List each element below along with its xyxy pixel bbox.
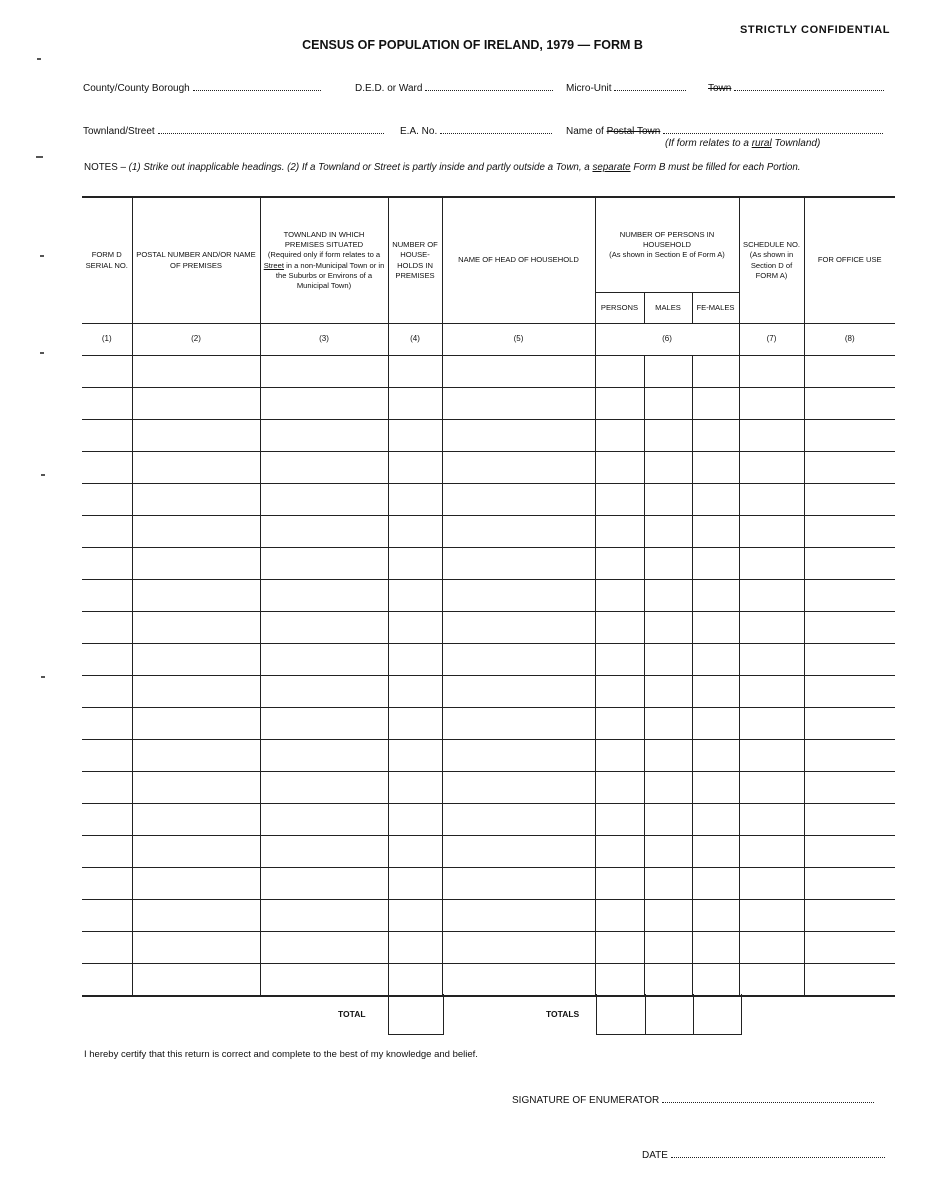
table-cell[interactable] (442, 388, 595, 420)
col-number-2: (2) (132, 324, 260, 356)
table-cell[interactable] (739, 612, 804, 644)
table-cell[interactable] (388, 644, 442, 676)
signature-field[interactable] (512, 1093, 874, 1106)
table-cell[interactable] (132, 932, 260, 964)
table-cell[interactable] (595, 548, 644, 580)
table-cell[interactable] (804, 644, 895, 676)
table-cell[interactable] (595, 420, 644, 452)
table-cell[interactable] (388, 740, 442, 772)
table-cell[interactable] (388, 836, 442, 868)
col-number-8: (8) (804, 324, 895, 356)
total-persons-box[interactable] (596, 994, 646, 1035)
col-header-postal: POSTAL NUMBER AND/OR NAME OF PREMISES (132, 197, 260, 324)
table-cell[interactable] (692, 900, 739, 932)
table-cell[interactable] (260, 900, 388, 932)
table-cell[interactable] (739, 452, 804, 484)
table-cell[interactable] (388, 804, 442, 836)
table-cell[interactable] (692, 740, 739, 772)
table-row (82, 452, 895, 484)
table-cell[interactable] (132, 804, 260, 836)
table-cell[interactable] (260, 836, 388, 868)
table-cell[interactable] (132, 868, 260, 900)
scan-mark (41, 474, 45, 476)
table-cell[interactable] (82, 612, 132, 644)
table-cell[interactable] (692, 452, 739, 484)
table-cell[interactable] (739, 868, 804, 900)
table-cell[interactable] (595, 932, 644, 964)
table-cell[interactable] (132, 516, 260, 548)
table-row (82, 356, 895, 388)
table-cell[interactable] (260, 580, 388, 612)
table-cell[interactable] (442, 452, 595, 484)
table-row (82, 548, 895, 580)
table-cell[interactable] (804, 452, 895, 484)
table-cell[interactable] (82, 388, 132, 420)
sub-header-females: FE-MALES (692, 292, 739, 323)
table-row (82, 676, 895, 708)
table-cell[interactable] (692, 644, 739, 676)
table-cell[interactable] (132, 772, 260, 804)
table-cell[interactable] (804, 516, 895, 548)
table-cell[interactable] (692, 580, 739, 612)
table-cell[interactable] (804, 868, 895, 900)
table-cell[interactable] (260, 708, 388, 740)
table-cell[interactable] (644, 740, 692, 772)
table-cell[interactable] (82, 772, 132, 804)
table-cell[interactable] (644, 708, 692, 740)
table-cell[interactable] (260, 772, 388, 804)
table-cell[interactable] (595, 836, 644, 868)
postal-town-label: Postal Town (606, 126, 661, 137)
table-row (82, 836, 895, 868)
table-cell[interactable] (644, 964, 692, 997)
table-cell[interactable] (595, 772, 644, 804)
table-row (82, 420, 895, 452)
table-cell[interactable] (804, 772, 895, 804)
col-header-serial: FORM D SERIAL NO. (82, 197, 132, 324)
table-cell[interactable] (132, 740, 260, 772)
table-cell[interactable] (388, 548, 442, 580)
table-cell[interactable] (82, 868, 132, 900)
table-cell[interactable] (739, 516, 804, 548)
total-households-box[interactable] (388, 994, 444, 1035)
table-cell[interactable] (82, 708, 132, 740)
table-cell[interactable] (132, 484, 260, 516)
table-cell[interactable] (739, 484, 804, 516)
table-cell[interactable] (804, 420, 895, 452)
table-cell[interactable] (82, 804, 132, 836)
date-label: DATE (642, 1150, 668, 1161)
table-cell[interactable] (388, 900, 442, 932)
table-cell[interactable] (644, 612, 692, 644)
ded-field[interactable] (355, 81, 553, 94)
table-cell[interactable] (442, 804, 595, 836)
table-cell[interactable] (260, 420, 388, 452)
table-cell[interactable] (442, 740, 595, 772)
townland-field[interactable] (83, 124, 384, 137)
col-header-head: NAME OF HEAD OF HOUSEHOLD (442, 197, 595, 324)
table-cell[interactable] (442, 420, 595, 452)
table-cell[interactable] (388, 356, 442, 388)
table-cell[interactable] (388, 484, 442, 516)
table-cell[interactable] (388, 772, 442, 804)
table-cell[interactable] (804, 708, 895, 740)
table-cell[interactable] (442, 484, 595, 516)
table-cell[interactable] (644, 484, 692, 516)
table-cell[interactable] (442, 772, 595, 804)
table-cell[interactable] (739, 804, 804, 836)
table-cell[interactable] (132, 548, 260, 580)
table-cell[interactable] (644, 868, 692, 900)
table-cell[interactable] (595, 804, 644, 836)
table-cell[interactable] (442, 868, 595, 900)
table-cell[interactable] (644, 420, 692, 452)
table-cell[interactable] (132, 676, 260, 708)
table-cell[interactable] (595, 676, 644, 708)
table-cell[interactable] (804, 356, 895, 388)
table-cell[interactable] (739, 548, 804, 580)
table-cell[interactable] (692, 420, 739, 452)
confidential-label: STRICTLY CONFIDENTIAL (740, 24, 891, 36)
table-cell[interactable] (132, 836, 260, 868)
table-cell[interactable] (260, 964, 388, 997)
col-header-office: FOR OFFICE USE (804, 197, 895, 324)
table-cell[interactable] (692, 932, 739, 964)
table-cell[interactable] (442, 548, 595, 580)
table-cell[interactable] (388, 516, 442, 548)
table-cell[interactable] (260, 676, 388, 708)
table-cell[interactable] (132, 452, 260, 484)
table-cell[interactable] (132, 356, 260, 388)
table-cell[interactable] (388, 612, 442, 644)
table-cell[interactable] (595, 708, 644, 740)
table-cell[interactable] (644, 516, 692, 548)
table-cell[interactable] (692, 484, 739, 516)
table-cell[interactable] (804, 484, 895, 516)
table-cell[interactable] (804, 804, 895, 836)
table-cell[interactable] (442, 932, 595, 964)
col-number-4: (4) (388, 324, 442, 356)
sub-header-males: MALES (644, 292, 692, 323)
table-cell[interactable] (804, 900, 895, 932)
scan-mark (37, 58, 41, 60)
table-cell[interactable] (260, 548, 388, 580)
form-title: CENSUS OF POPULATION OF IRELAND, 1979 — FORM B (302, 38, 643, 52)
table-cell[interactable] (692, 964, 739, 997)
table-cell[interactable] (388, 388, 442, 420)
table-cell[interactable] (82, 836, 132, 868)
table-cell[interactable] (260, 740, 388, 772)
table-row (82, 804, 895, 836)
total-males-box[interactable] (645, 994, 694, 1035)
table-cell[interactable] (739, 900, 804, 932)
col-number-3: (3) (260, 324, 388, 356)
ded-label: D.E.D. or Ward (355, 83, 423, 94)
table-cell[interactable] (82, 644, 132, 676)
col-header-schedule: SCHEDULE NO. (As shown in Section D of FORM A) (739, 197, 804, 324)
table-row (82, 740, 895, 772)
table-cell[interactable] (388, 420, 442, 452)
table-cell[interactable] (595, 740, 644, 772)
col-number-5: (5) (442, 324, 595, 356)
table-cell[interactable] (595, 516, 644, 548)
table-cell[interactable] (644, 676, 692, 708)
table-cell[interactable] (82, 900, 132, 932)
table-cell[interactable] (739, 740, 804, 772)
table-cell[interactable] (804, 612, 895, 644)
table-cell[interactable] (692, 388, 739, 420)
table-cell[interactable] (442, 516, 595, 548)
table-cell[interactable] (82, 964, 132, 997)
scan-mark (36, 156, 43, 158)
table-cell[interactable] (804, 836, 895, 868)
micro-unit-field[interactable] (566, 81, 686, 94)
table-cell[interactable] (260, 644, 388, 676)
table-cell[interactable] (82, 516, 132, 548)
table-cell[interactable] (260, 516, 388, 548)
table-cell[interactable] (692, 804, 739, 836)
col-number-1: (1) (82, 324, 132, 356)
table-cell[interactable] (82, 548, 132, 580)
townland-label: Townland/Street (83, 126, 155, 137)
table-cell[interactable] (692, 772, 739, 804)
table-cell[interactable] (442, 644, 595, 676)
table-cell[interactable] (595, 580, 644, 612)
col-header-townland: TOWNLAND IN WHICH PREMISES SITUATED (Required only if form relates to a Street in a non-Municipal Town or in the Suburbs or Environs of a Municipal Town) (260, 197, 388, 324)
table-cell[interactable] (442, 836, 595, 868)
table-cell[interactable] (82, 484, 132, 516)
table-cell[interactable] (804, 548, 895, 580)
postal-town-field[interactable] (566, 124, 883, 137)
rural-note: (If form relates to a rural Townland) (665, 138, 821, 149)
table-cell[interactable] (644, 932, 692, 964)
table-cell[interactable] (644, 900, 692, 932)
table-row (82, 900, 895, 932)
table-cell[interactable] (739, 676, 804, 708)
total-label: TOTAL (338, 1009, 366, 1019)
table-cell[interactable] (644, 644, 692, 676)
town-field[interactable] (708, 81, 884, 94)
table-cell[interactable] (442, 964, 595, 997)
table-cell[interactable] (595, 900, 644, 932)
table-cell[interactable] (388, 964, 442, 997)
census-table (82, 196, 895, 997)
table-cell[interactable] (132, 900, 260, 932)
table-cell[interactable] (388, 708, 442, 740)
table-cell[interactable] (644, 356, 692, 388)
table-row (82, 580, 895, 612)
table-cell[interactable] (692, 868, 739, 900)
table-cell[interactable] (804, 964, 895, 997)
table-cell[interactable] (82, 932, 132, 964)
table-cell[interactable] (132, 708, 260, 740)
table-row (82, 932, 895, 964)
scan-mark (40, 255, 44, 257)
col-header-households: NUMBER OF HOUSE-HOLDS IN PREMISES (388, 197, 442, 324)
table-cell[interactable] (739, 356, 804, 388)
table-cell[interactable] (132, 964, 260, 997)
scan-mark (41, 676, 45, 678)
table-row (82, 868, 895, 900)
table-cell[interactable] (260, 484, 388, 516)
table-cell[interactable] (692, 676, 739, 708)
table-cell[interactable] (132, 612, 260, 644)
scan-mark (40, 352, 44, 354)
town-label: Town (708, 83, 732, 94)
table-cell[interactable] (644, 804, 692, 836)
table-cell[interactable] (82, 452, 132, 484)
table-cell[interactable] (388, 868, 442, 900)
table-cell[interactable] (260, 356, 388, 388)
table-cell[interactable] (804, 388, 895, 420)
table-cell[interactable] (739, 644, 804, 676)
table-cell[interactable] (739, 964, 804, 997)
table-cell[interactable] (692, 708, 739, 740)
table-cell[interactable] (260, 804, 388, 836)
table-cell[interactable] (804, 676, 895, 708)
table-cell[interactable] (692, 836, 739, 868)
table-row (82, 644, 895, 676)
table-cell[interactable] (739, 580, 804, 612)
table-cell[interactable] (739, 836, 804, 868)
table-cell[interactable] (692, 516, 739, 548)
table-cell[interactable] (595, 452, 644, 484)
table-cell[interactable] (595, 484, 644, 516)
table-cell[interactable] (82, 420, 132, 452)
totals-label: TOTALS (546, 1009, 580, 1019)
table-cell[interactable] (442, 580, 595, 612)
table-cell[interactable] (739, 932, 804, 964)
county-field[interactable] (83, 81, 321, 94)
table-cell[interactable] (804, 932, 895, 964)
col-header-persons: NUMBER OF PERSONS IN HOUSEHOLD (As shown in Section E of Form A) (595, 197, 739, 292)
table-cell[interactable] (260, 452, 388, 484)
table-cell[interactable] (442, 900, 595, 932)
ea-no-field[interactable] (400, 124, 552, 137)
table-cell[interactable] (804, 740, 895, 772)
table-row (82, 772, 895, 804)
table-cell[interactable] (442, 612, 595, 644)
table-cell[interactable] (82, 356, 132, 388)
table-cell[interactable] (82, 676, 132, 708)
table-body (82, 356, 895, 997)
notes: NOTES – (1) Strike out inapplicable headings. (2) If a Townland or Street is partly inside and partly outside a Town, a separate Form B must be filled for each Portion. (84, 162, 801, 173)
table-cell[interactable] (388, 580, 442, 612)
table-row (82, 388, 895, 420)
sub-header-persons: PERSONS (595, 292, 644, 323)
table-cell[interactable] (442, 356, 595, 388)
table-cell[interactable] (739, 772, 804, 804)
name-of-label: Name of (566, 126, 604, 137)
table-row (82, 964, 895, 997)
col-number-6: (6) (595, 324, 739, 356)
table-cell[interactable] (260, 868, 388, 900)
col-number-7: (7) (739, 324, 804, 356)
table-cell[interactable] (132, 388, 260, 420)
table-cell[interactable] (260, 388, 388, 420)
table-cell[interactable] (692, 548, 739, 580)
table-cell[interactable] (644, 388, 692, 420)
table-cell[interactable] (692, 356, 739, 388)
totals-row (82, 994, 895, 1036)
certification-statement: I hereby certify that this return is correct and complete to the best of my knowledge and belief. (84, 1049, 478, 1060)
table-row (82, 516, 895, 548)
signature-label: SIGNATURE OF ENUMERATOR (512, 1095, 660, 1106)
table-cell[interactable] (739, 708, 804, 740)
table-cell[interactable] (82, 580, 132, 612)
ea-no-label: E.A. No. (400, 126, 438, 137)
table-cell[interactable] (739, 420, 804, 452)
table-row (82, 484, 895, 516)
table-cell[interactable] (595, 644, 644, 676)
table-cell[interactable] (595, 964, 644, 997)
table-cell[interactable] (260, 932, 388, 964)
table-cell[interactable] (644, 772, 692, 804)
table-cell[interactable] (804, 580, 895, 612)
table-cell[interactable] (595, 612, 644, 644)
table-cell[interactable] (442, 708, 595, 740)
date-field[interactable] (642, 1148, 885, 1161)
total-females-box[interactable] (693, 994, 742, 1035)
table-cell[interactable] (132, 420, 260, 452)
table-cell[interactable] (442, 676, 595, 708)
table-cell[interactable] (739, 388, 804, 420)
table-cell[interactable] (132, 580, 260, 612)
table-cell[interactable] (388, 676, 442, 708)
table-cell[interactable] (644, 836, 692, 868)
table-cell[interactable] (692, 612, 739, 644)
table-cell[interactable] (644, 452, 692, 484)
table-cell[interactable] (132, 644, 260, 676)
table-cell[interactable] (644, 548, 692, 580)
micro-unit-label: Micro-Unit (566, 83, 612, 94)
table-cell[interactable] (388, 932, 442, 964)
table-cell[interactable] (260, 612, 388, 644)
table-cell[interactable] (595, 868, 644, 900)
table-cell[interactable] (82, 740, 132, 772)
table-row (82, 708, 895, 740)
table-cell[interactable] (644, 580, 692, 612)
table-cell[interactable] (595, 356, 644, 388)
county-label: County/County Borough (83, 83, 190, 94)
table-cell[interactable] (595, 388, 644, 420)
table-row (82, 612, 895, 644)
table-cell[interactable] (388, 452, 442, 484)
